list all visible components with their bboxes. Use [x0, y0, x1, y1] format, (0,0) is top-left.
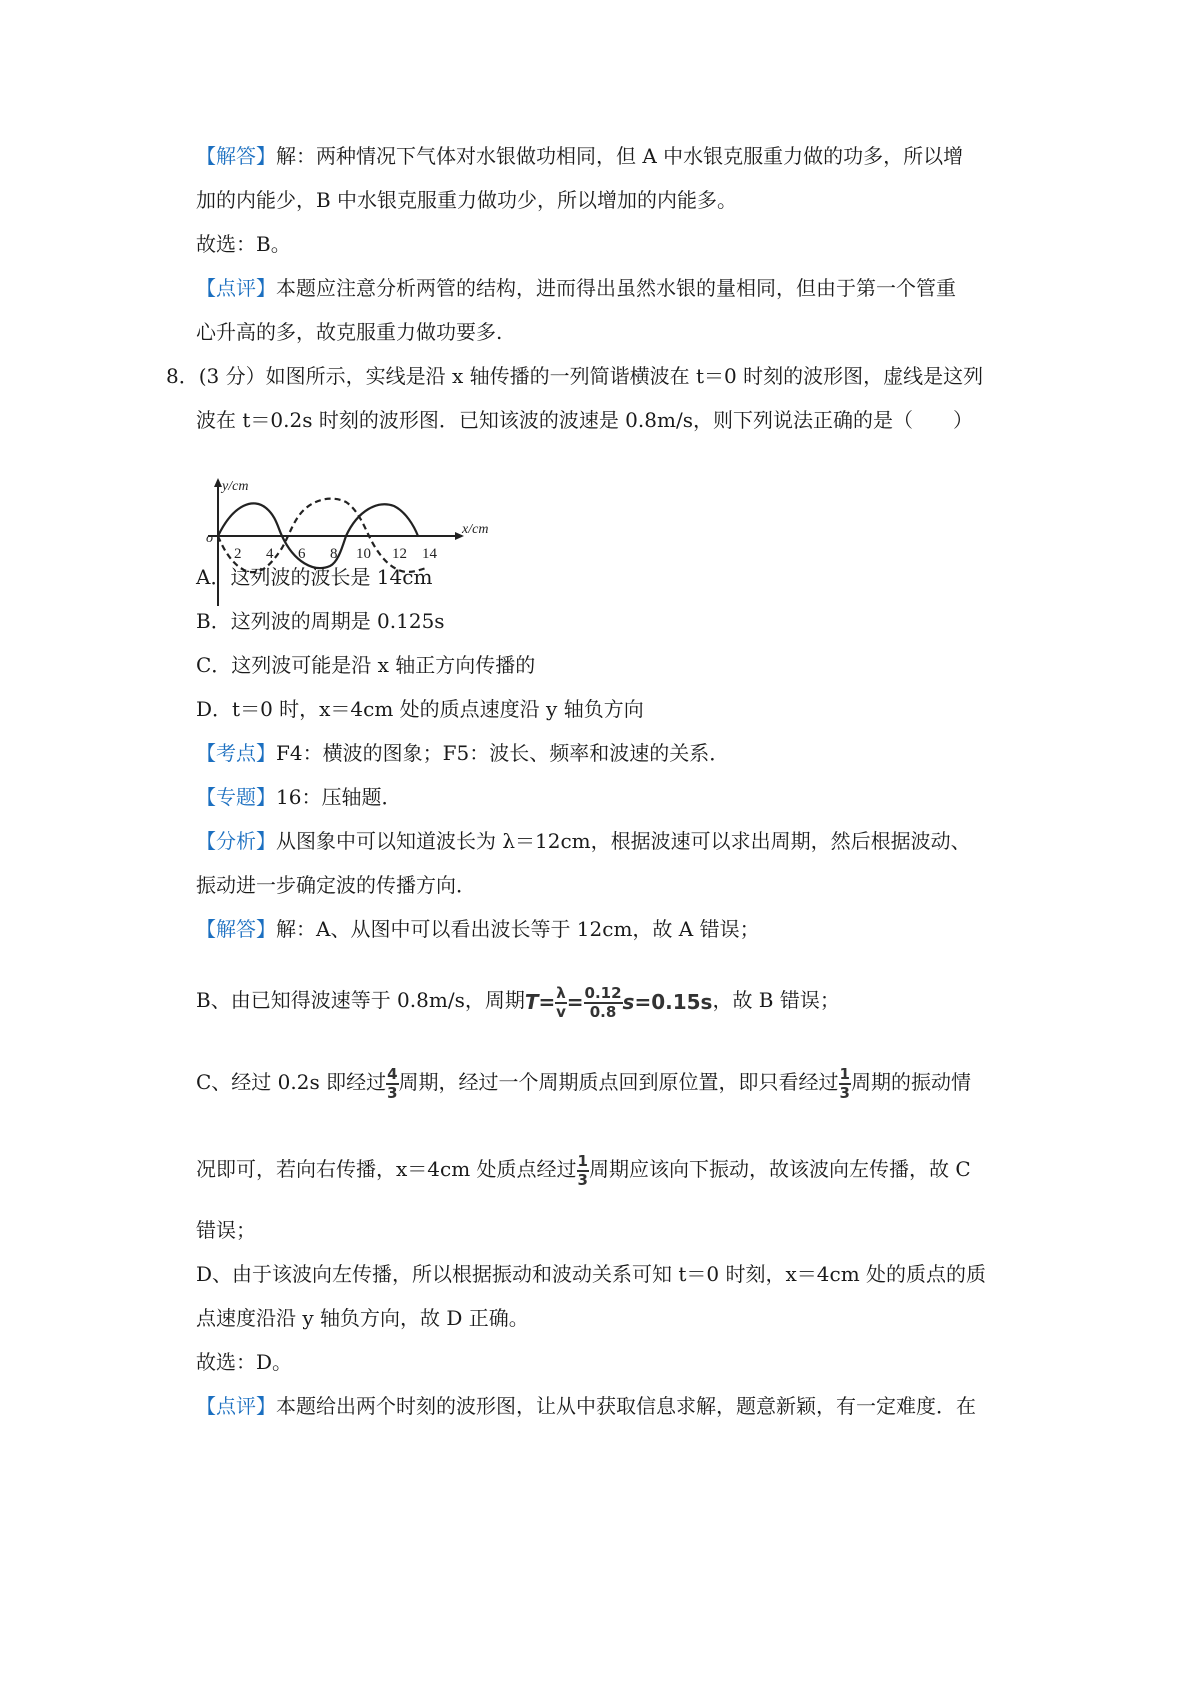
- period-formula: [525, 982, 713, 1022]
- line-b-pre: B、由已知得波速等于 0.8m/s，周期: [196, 988, 525, 1012]
- zhuanti-tag: 【专题】: [196, 785, 276, 809]
- zhuanti-text: 16：压轴题．: [276, 785, 402, 809]
- solution2-line-b: [196, 980, 840, 1022]
- solution2-answer: 故选：D。: [196, 1350, 293, 1374]
- frac-denominator: 0.8: [589, 1003, 617, 1021]
- comment-text: 本题给出两个时刻的波形图，让从中获取信息求解，题意新颖，有一定难度．在: [276, 1394, 976, 1418]
- formula-eq: =: [634, 989, 652, 1014]
- fraction-1-3: [577, 1153, 589, 1189]
- solution2-line-c2: [196, 1149, 971, 1189]
- option-a: A．这列波的波长是 14cm: [196, 565, 433, 589]
- line-c1-mid: 周期，经过一个周期质点回到原位置，即只看经过: [398, 1070, 839, 1094]
- option-b: B．这列波的周期是 0.125s: [196, 609, 445, 633]
- solution2-line-a: [196, 915, 760, 943]
- fenxi-tag: 【分析】: [196, 829, 276, 853]
- x-tick-label: 14: [422, 546, 437, 562]
- frac-numerator: λ: [556, 984, 566, 1002]
- solution2-line-d1: D、由于该波向左传播，所以根据振动和波动关系可知 t＝0 时刻，x＝4cm 处的质点的质: [196, 1262, 987, 1286]
- fenxi-line2: 振动进一步确定波的传播方向．: [196, 873, 476, 897]
- fraction-4-3: [386, 1066, 398, 1102]
- fraction-1-3: [839, 1066, 851, 1102]
- option-d: D．t＝0 时，x＝4cm 处的质点速度沿 y 轴负方向: [196, 697, 644, 721]
- question8-line2: 波在 t＝0.2s 时刻的波形图．已知该波的波速是 0.8m/s，则下列说法正确的是（ ）: [196, 408, 973, 432]
- option-c: C．这列波可能是沿 x 轴正方向传播的: [196, 653, 536, 677]
- comment2-line1: [196, 1392, 976, 1420]
- formula-eq: =: [538, 989, 556, 1014]
- frac-numerator: 0.12: [584, 984, 622, 1002]
- solution-text: 解：两种情况下气体对水银做功相同，但 A 中水银克服重力做的功多，所以增: [276, 144, 964, 168]
- solution2-line-c3: 错误；: [196, 1218, 256, 1242]
- fraction-lambda-v: [555, 985, 567, 1021]
- x-tick-label: 2: [234, 546, 242, 562]
- kaodian-line: [196, 739, 729, 767]
- comment1-line1: [196, 274, 956, 302]
- origin-label: o: [206, 531, 213, 546]
- frac-numerator: 1: [577, 1151, 588, 1170]
- x-tick-label: 4: [266, 546, 274, 562]
- comment-tag: 【点评】: [196, 276, 276, 300]
- solution2-line-c1: [196, 1062, 971, 1102]
- line-c1-pre: C、经过 0.2s 即经过: [196, 1070, 387, 1094]
- formula-eq: =: [566, 989, 584, 1014]
- fenxi-text: 从图象中可以知道波长为 λ＝12cm，根据波速可以求出周期，然后根据波动、: [276, 829, 971, 853]
- frac-denominator: v: [556, 1003, 566, 1021]
- formula-t: T: [524, 989, 539, 1014]
- frac-denominator: 3: [387, 1083, 398, 1102]
- comment-tag: 【点评】: [196, 1394, 276, 1418]
- solution1-line2: 加的内能少，B 中水银克服重力做功少，所以增加的内能多。: [196, 188, 738, 212]
- solution-text: 解：A、从图中可以看出波长等于 12cm，故 A 错误；: [276, 917, 760, 941]
- kaodian-tag: 【考点】: [196, 741, 276, 765]
- frac-denominator: 3: [839, 1083, 850, 1102]
- solution2-line-d2: 点速度沿沿 y 轴负方向，故 D 正确。: [196, 1306, 529, 1330]
- kaodian-text: F4：横波的图象；F5：波长、频率和波速的关系．: [276, 741, 730, 765]
- y-axis-arrow: [214, 478, 222, 487]
- solution1-line1: [196, 142, 963, 170]
- formula-unit: s: [622, 989, 635, 1014]
- question8-line1: 8．(3 分）如图所示，实线是沿 x 轴传播的一列简谐横波在 t＝0 时刻的波形图，虚线是这列: [166, 364, 984, 388]
- solution1-answer: 故选：B。: [196, 232, 291, 256]
- formula-result: 0.15s: [651, 989, 713, 1014]
- line-c1-post: 周期的振动情: [850, 1070, 971, 1094]
- solution-tag: 【解答】: [196, 144, 276, 168]
- zhuanti-line: [196, 783, 401, 811]
- frac-numerator: 1: [839, 1064, 850, 1083]
- x-tick-label: 10: [356, 546, 371, 562]
- comment1-line2: 心升高的多，故克服重力做功要多.: [196, 320, 503, 344]
- line-b-post: ，故 B 错误；: [712, 988, 840, 1012]
- x-tick-label: 8: [330, 546, 338, 562]
- frac-numerator: 4: [387, 1064, 398, 1083]
- line-c2-pre: 况即可，若向右传播，x＝4cm 处质点经过: [196, 1157, 577, 1181]
- x-tick-label: 12: [392, 546, 407, 562]
- x-tick-label: 6: [298, 546, 306, 562]
- line-c2-post: 周期应该向下振动，故该波向左传播，故 C: [588, 1157, 971, 1181]
- solution-tag: 【解答】: [196, 917, 276, 941]
- comment-text: 本题应注意分析两管的结构，进而得出虽然水银的量相同，但由于第一个管重: [276, 276, 956, 300]
- frac-denominator: 3: [577, 1170, 588, 1189]
- x-axis-label: x/cm: [462, 522, 489, 537]
- fraction-values: [584, 985, 623, 1021]
- fenxi-line1: [196, 827, 971, 855]
- y-axis-label: y/cm: [222, 479, 249, 494]
